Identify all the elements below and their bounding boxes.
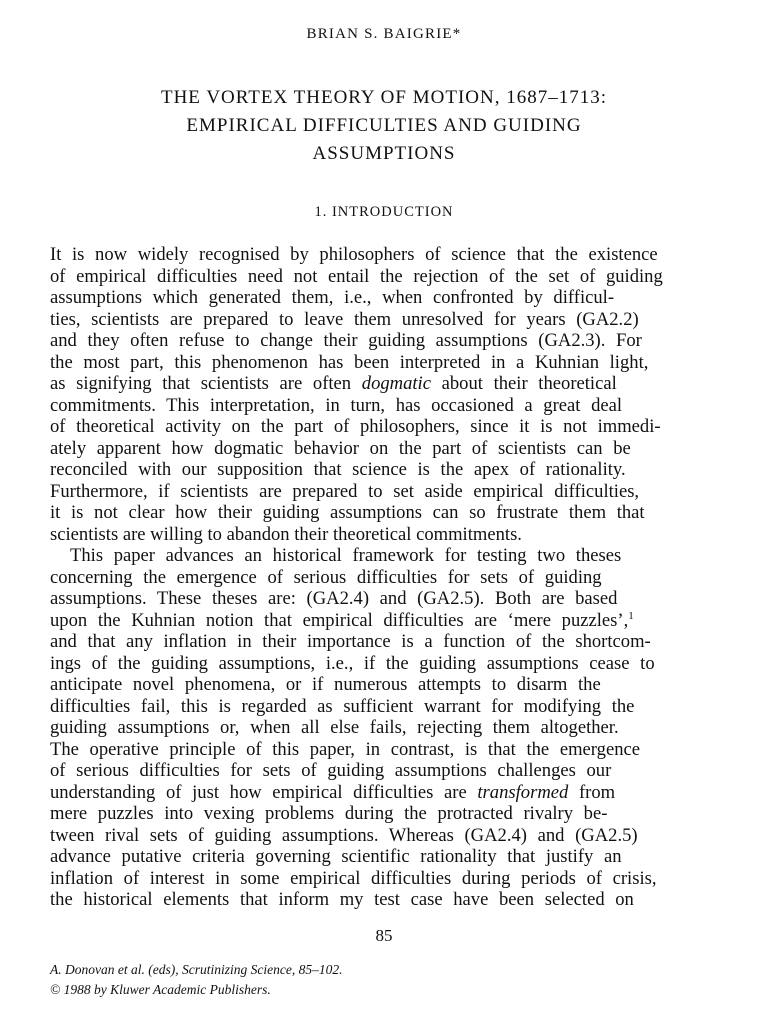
text-line: This paper advances an historical framework for testing two theses xyxy=(70,545,622,566)
text-line: of theoretical activity on the part of philosophers, since it is not immedi- xyxy=(50,416,661,437)
author-name: BRIAN S. BAIGRIE* xyxy=(306,26,462,42)
body-text xyxy=(50,244,730,911)
footnote-marker: 1 xyxy=(628,609,634,622)
text-line: mere puzzles into vexing problems during the protracted rivalry be- xyxy=(50,803,608,824)
text-line: concerning the emergence of serious difficulties for sets of guiding xyxy=(50,566,602,588)
text-line: upon the Kuhnian notion that empirical difficulties are ‘mere puzzles’,$^1$ xyxy=(50,609,634,631)
title-line-2: EMPIRICAL DIFFICULTIES AND GUIDING xyxy=(186,115,582,136)
paper-title xyxy=(60,84,708,168)
citation-source: A. Donovan et al. (eds), Scrutinizing Science, 85–102. xyxy=(50,962,343,977)
text-line: as signifying that scientists are often dogmatic about their theoretical xyxy=(50,373,617,394)
text-line: The operative principle of this paper, in contrast, is that the emergence xyxy=(50,738,640,760)
text-line: the historical elements that inform my test case have been selected on xyxy=(50,889,634,910)
text-line: understanding of just how empirical difficulties are transformed from xyxy=(50,781,616,803)
citation-copyright: © 1988 by Kluwer Academic Publishers. xyxy=(50,982,271,997)
text-line: ings of the guiding assumptions, i.e., if the guiding assumptions cease to xyxy=(50,652,655,674)
text-line: advance putative criteria governing scientific rationality that justify an xyxy=(50,846,622,867)
text-line: commitments. This interpretation, in turn, has occasioned a great deal xyxy=(50,394,623,416)
text-line: ties, scientists are prepared to leave them unresolved for years (GA2.2) xyxy=(50,308,639,330)
text-line: assumptions. These theses are: (GA2.4) and (GA2.5). Both are based xyxy=(50,588,618,609)
text-line: it is not clear how their guiding assumptions can so frustrate them that xyxy=(50,502,645,523)
text-line: inflation of interest in some empirical difficulties during periods of crisis, xyxy=(50,867,657,889)
text-line: of serious difficulties for sets of guiding assumptions challenges our xyxy=(50,760,612,781)
text-line: tween rival sets of guiding assumptions. Whereas (GA2.4) and (GA2.5) xyxy=(50,824,638,846)
page-number: 85 xyxy=(375,926,393,945)
text-line: and they often refuse to change their guiding assumptions (GA2.3). For xyxy=(50,330,642,351)
text-line: ately apparent how dogmatic behavior on the part of scientists can be xyxy=(50,437,631,459)
text-line: It is now widely recognised by philosophers of science that the existence xyxy=(50,244,658,265)
text-line: reconciled with our supposition that science is the apex of rationality. xyxy=(50,459,626,480)
text-line: of empirical difficulties need not entail the rejection of the set of guiding xyxy=(50,265,663,287)
text-line: Furthermore, if scientists are prepared to set aside empirical difficulties, xyxy=(50,480,640,502)
section-heading: 1. INTRODUCTION xyxy=(314,204,454,220)
title-line-3: ASSUMPTIONS xyxy=(312,143,456,164)
emphasis-dogmatic: dogmatic xyxy=(361,373,431,394)
text-line: scientists are willing to abandon their theoretical commitments. xyxy=(50,523,522,545)
text-line: assumptions which generated them, i.e., when confronted by difficul- xyxy=(50,287,615,308)
text-line: difficulties fail, this is regarded as sufficient warrant for modifying the xyxy=(50,695,635,717)
title-line-1: THE VORTEX THEORY OF MOTION, 1687–1713: xyxy=(160,87,607,108)
text-line: the most part, this phenomenon has been interpreted in a Kuhnian light, xyxy=(50,351,649,373)
text-line: anticipate novel phenomena, or if numerous attempts to disarm the xyxy=(50,674,601,695)
text-line: guiding assumptions or, when all else fails, rejecting them altogether. xyxy=(50,717,619,738)
text-line: and that any inflation in their importance is a function of the shortcom- xyxy=(50,631,651,652)
emphasis-transformed: transformed xyxy=(477,781,569,803)
